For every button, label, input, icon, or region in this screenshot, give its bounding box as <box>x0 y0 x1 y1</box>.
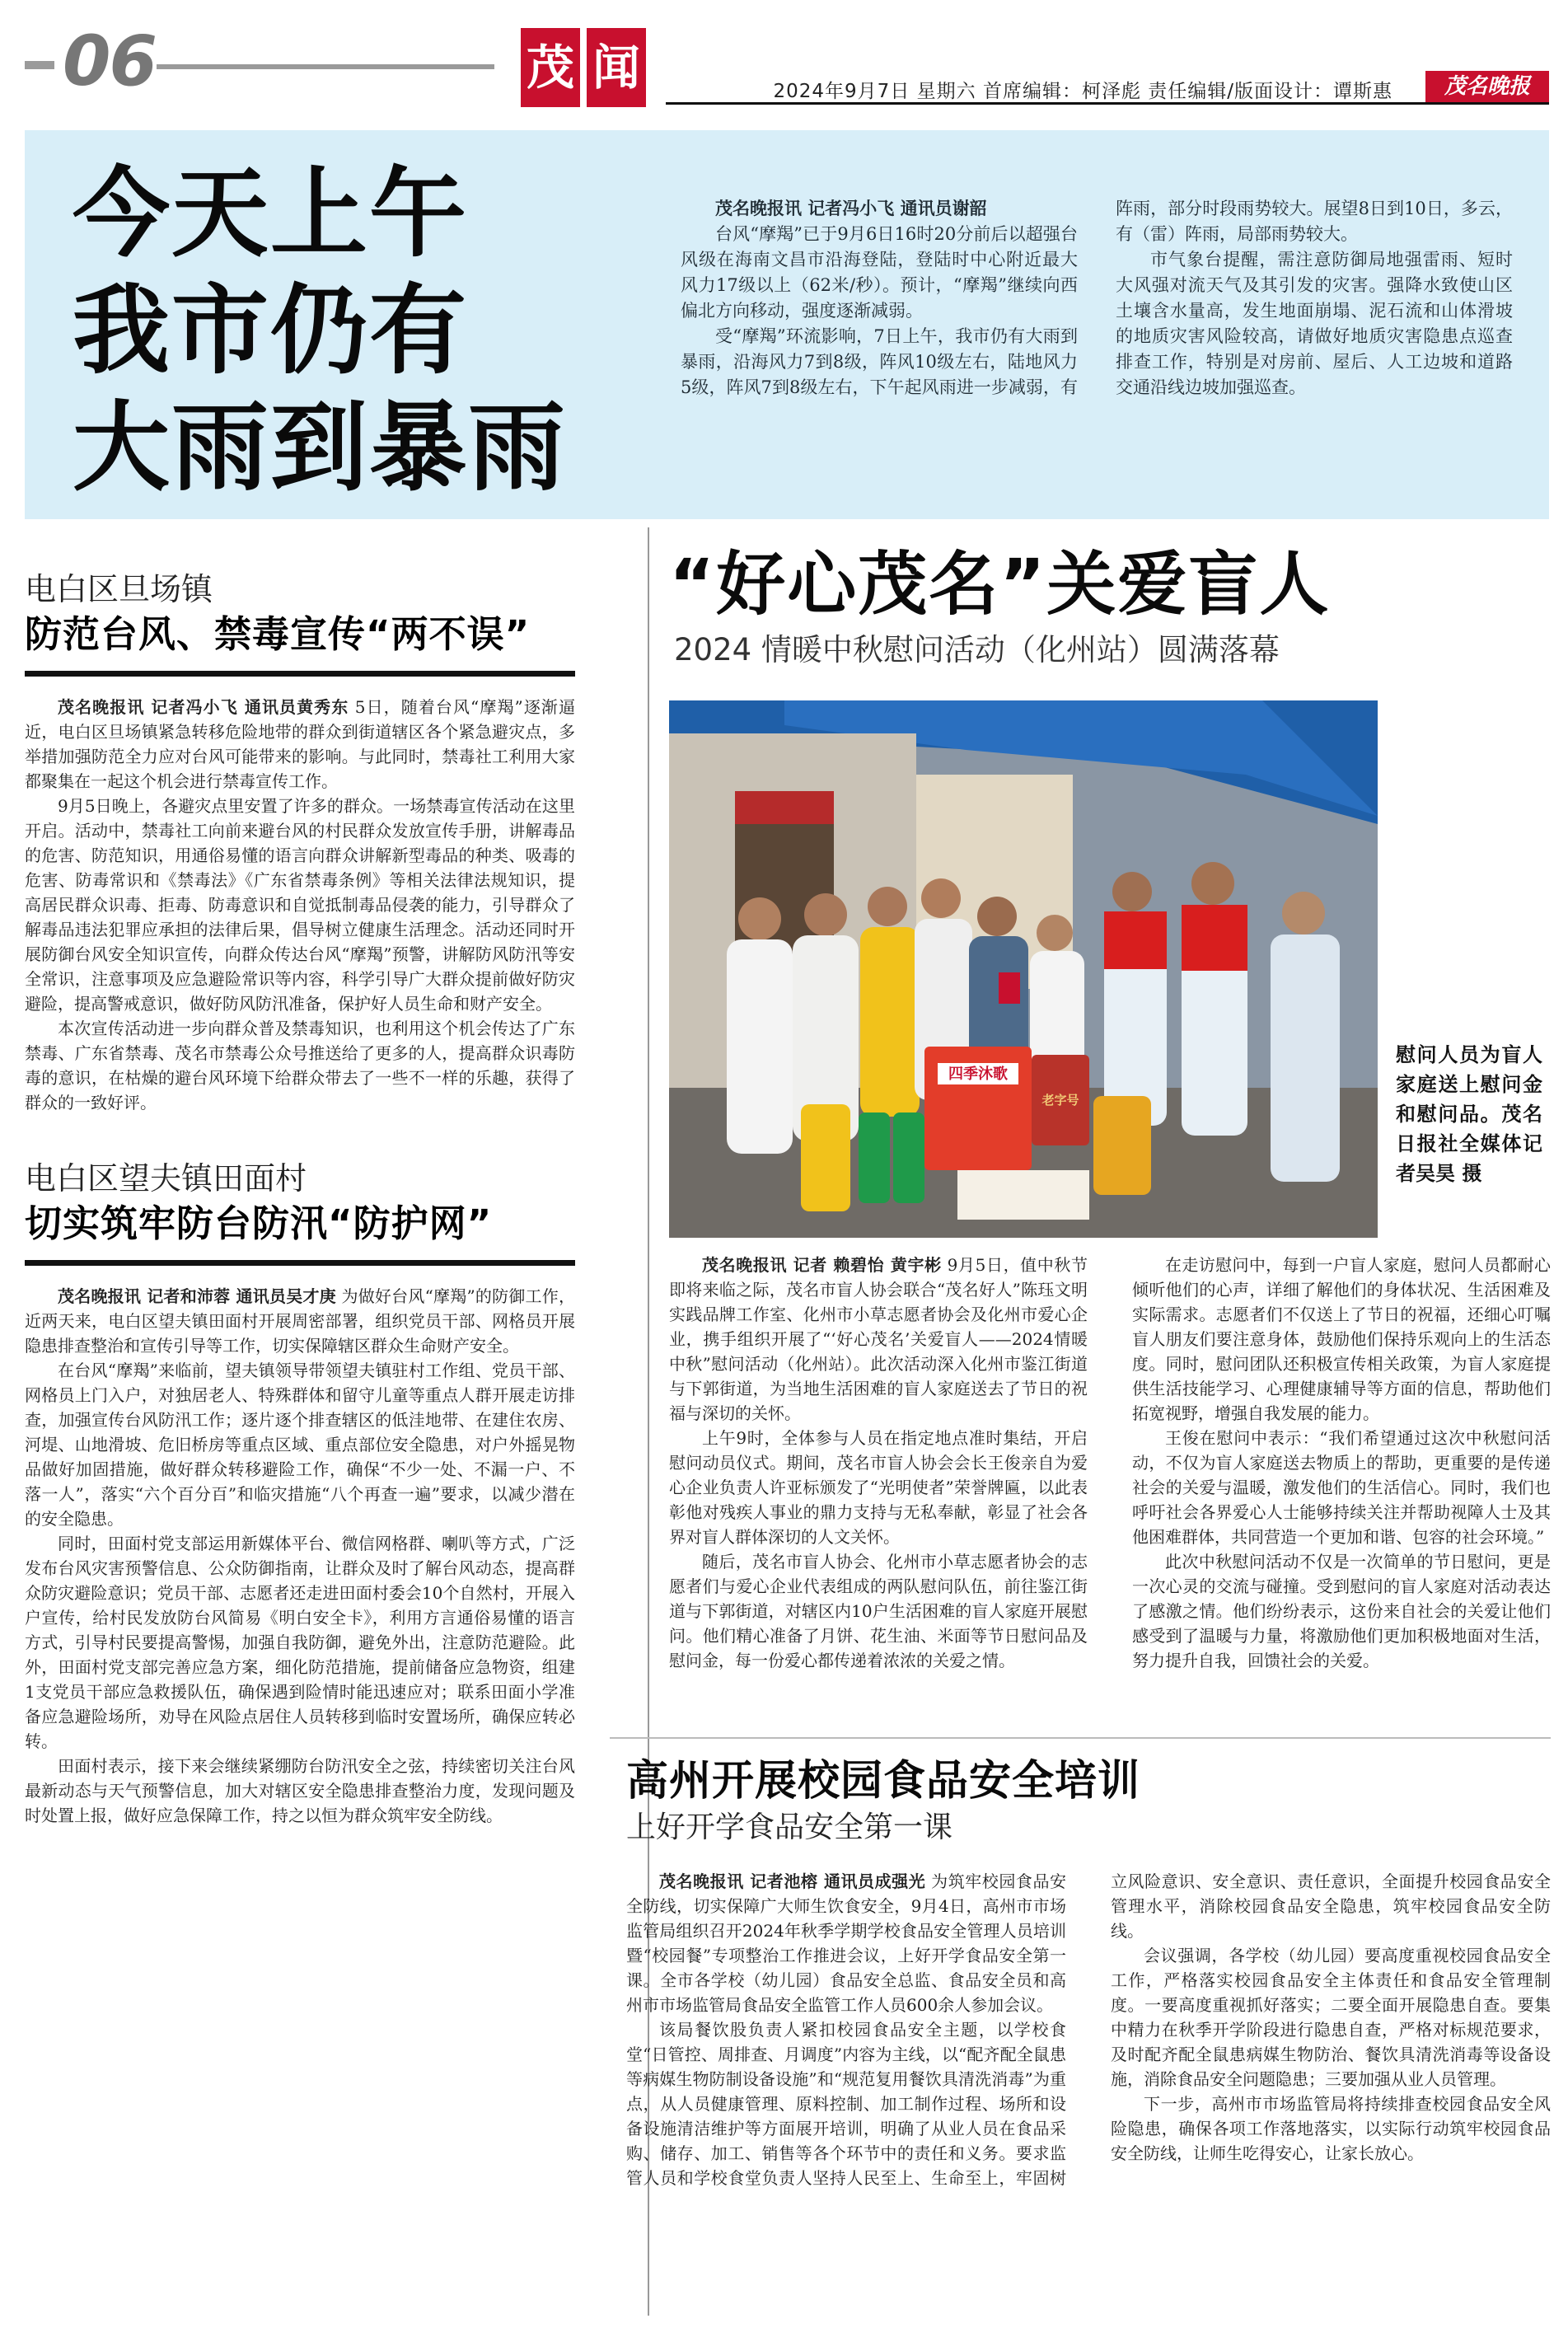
section-char-2: 闻 <box>587 28 646 107</box>
story3-paragraph <box>626 1869 1066 2017</box>
feature-lead-text: 9月5日，值中秋节即将来临之际，茂名市盲人协会联合“茂名好人”陈珏文明实践品牌工作室、化州市小草志愿者协会及化州市爱心企业，携手组织开展了“‘好心茂名’关爱盲人——2024情暖中秋”慰问活动（化州站）。此次活动深入化州市鉴江街道与下郭街道，为当地生活困难的盲人家庭送去了节日的祝福与深切的关怀。 <box>669 1255 1088 1423</box>
story2-paragraph: 同时，田面村党支部运用新媒体平台、微信网格群、喇叭等方式，广泛发布台风灾害预警信息、公众防御指南，让群众及时了解台风动态，提高群众防灾避险意识；党员干部、志愿者还走进田面村委会10个自然村，开展入户宣传，给村民发放防台风简易《明白安全卡》，利用方言通俗易懂的语言方式，引导村民要提高警惕，加强自我防御，避免外出，注意防范避险。此外，田面村党支部完善应急方案，细化防范措施，提前储备应急物资，组建1支党员干部应急救援队伍，确保遇到险情时能迅速应对；联系田面小学准备应急避险场所，劝导在风险点居住人员转移到临时安置场所，确保应转必转。 <box>25 1534 575 1751</box>
story2-lead-text: 为做好台风“摩羯”的防御工作，近两天来，电白区望夫镇田面村开展周密部署，组织党员干部、网格员开展隐患排查整治和宣传引导等工作，切实保障辖区群众生命财产安全。 <box>25 1286 575 1356</box>
header-rule-right <box>157 64 494 69</box>
story3-lead-text: 为筑牢校园食品安全防线，切实保障广大师生饮食安全，9月4日，高州市市场监管局组织召开2024年秋季学期学校食品安全管理人员培训暨“校园餐”专项整治工作推进会议，上好开学食品安全第一课。全市各学校（幼儿园）食品安全总监、食品安全员和高州市市场监管局食品安全监管工作人员600余人参加会议。 <box>626 1871 1066 2015</box>
page-number: 06 <box>63 21 156 101</box>
story2-headline: 切实筑牢防台防汛“防护网” <box>25 1201 493 1245</box>
story1-paragraph: 本次宣传活动进一步向群众普及禁毒知识，也利用这个机会传达了广东禁毒、广东省禁毒、茂名市禁毒公众号推送给了更多的人，提高群众识毒防毒的意识，在枯燥的避台风环境下给群众带去了一些不一样的乐趣，获得了群众的一致好评。 <box>25 1019 575 1112</box>
feature-subtitle: 2024 情暖中秋慰问活动（化州站）圆满落幕 <box>674 632 1280 667</box>
lead-byline: 茂名晚报讯 记者冯小飞 通讯员谢韶 <box>715 199 987 218</box>
section-name <box>521 28 648 107</box>
story3-divider <box>610 1737 1551 1739</box>
feature-paragraph <box>669 1253 1088 1426</box>
feature-paragraph: 此次中秋慰问活动不仅是一次简单的节日慰问，更是一次心灵的交流与碰撞。受到慰问的盲人家庭对活动表达了感激之情。他们纷纷表示，这份来自社会的关爱让他们感受到了温暖与力量，将激励他们更加积极地面对生活，努力提升自我，回馈社会的关爱。 <box>1132 1552 1551 1670</box>
lead-headline-line-1: 今天上午 <box>73 157 469 270</box>
story2-kicker: 电白区望夫镇田面村 <box>25 1160 307 1197</box>
story2-paragraph: 田面村表示，接下来会继续紧绷防台防汛安全之弦，持续密切关注台风最新动态与天气预警信息，加大对辖区安全隐患排查整治力度，发现问题及时处置上报，做好应急保障工作，持之以恒为群众筑牢安全防线。 <box>25 1756 575 1825</box>
story3-byline: 茂名晚报讯 记者池榕 通讯员成强光 <box>659 1871 926 1891</box>
feature-headline: “好心茂名”关爱盲人 <box>669 544 1331 625</box>
left-column <box>25 527 575 1828</box>
story2-paragraph <box>25 1284 575 1358</box>
story3-paragraph: 该局餐饮股负责人紧扣校园食品安全主题，以学校食堂“日管控、周排查、月调度”内容为主线，以“配齐配全鼠患等病媒生物防制设备设施”和“规范复用餐饮具清洗消毒”为重点，从人员健康管理、原料控制、加工制作过程、场所和设备设施清洁维护等方面展开培训，明确了从业人员在食品采购、储存、加工、销售等各个环节中的责任和义务。要求监管人员和学校食堂负责人坚持人民至上、生命至上，牢固树立风险意识、安全意识、责任意识，全面提升校园食品安全管理水平，消除校园食品安全隐患，筑牢校园食品安全防线。 <box>626 1871 1551 2188</box>
story2-byline: 茂名晚报讯 记者和沛蓉 通讯员吴才庚 <box>58 1286 336 1306</box>
lead-headline <box>73 155 666 506</box>
masthead-rule <box>666 102 1549 105</box>
feature-photo <box>669 700 1378 1238</box>
section-char-1: 茂 <box>521 28 580 107</box>
story2-body <box>25 1284 575 1828</box>
story1-lead-text: 5日，随着台风“摩羯”逐渐逼近，电白区旦场镇紧急转移危险地带的群众到街道辖区各个紧急避灾点，多举措加强防范全力应对台风可能带来的影响。与此同时，禁毒社工利用大家都聚集在一起这个机会进行禁毒宣传工作。 <box>25 697 575 791</box>
story1-byline: 茂名晚报讯 记者冯小飞 通讯员黄秀东 <box>58 697 349 717</box>
story2-rule <box>25 1260 575 1266</box>
feature-body <box>669 1253 1551 1731</box>
story3-headline: 高州开展校园食品安全培训 <box>626 1757 1141 1806</box>
story1-paragraph: 9月5日晚上，各避灾点里安置了许多的群众。一场禁毒宣传活动在这里开启。活动中，禁毒社工向前来避台风的村民群众发放宣传手册，讲解毒品的危害、防范知识，用通俗易懂的语言向群众讲解新型毒品的种类、吸毒的危害、防毒常识和《禁毒法》《广东省禁毒条例》等相关法律法规知识，提高居民群众识毒、拒毒、防毒意识和自觉抵制毒品侵袭的能力，引导群众了解毒品违法犯罪应承担的法律后果，倡导树立健康生活理念。活动还同时开展防御台风安全知识宣传，向群众传达台风“摩羯”预警，讲解防风防汛等安全常识，注意事项及应急避险常识等内容，科学引导广大群众提前做好防灾避险，提高警戒意识，做好防风防汛准备，保护好人员生命和财产安全。 <box>25 796 575 1014</box>
story3-paragraph: 会议强调，各学校（幼儿园）要高度重视校园食品安全工作，严格落实校园食品安全主体责任和食品安全管理制度。一要高度重视抓好落实；二要全面开展隐患自查。要集中精力在秋季开学阶段进行隐患自查，严格对标规范要求，及时配齐配全鼠患病媒生物防治、餐饮具清洗消毒等设备设施，消除食品安全问题隐患；三要加强从业人员管理。 <box>1111 1946 1551 2089</box>
photo-caption: 慰问人员为盲人家庭送上慰问金和慰问品。茂名日报社全媒体记者吴昊 摄 <box>1396 1043 1542 1185</box>
feature-paragraph: 随后，茂名市盲人协会、化州市小草志愿者协会的志愿者们与爱心企业代表组成的两队慰问队伍，前往鉴江街道与下郭街道，对辖区内10户生活困难的盲人家庭开展慰问。他们精心准备了月饼、花生油、米面等节日慰问品及慰问金，每一份爱心都传递着浓浓的关爱之情。 <box>669 1552 1088 1670</box>
lead-story <box>25 130 1549 519</box>
feature-title-block <box>669 544 1551 671</box>
paper-logo: 茂名晚报 <box>1425 71 1549 102</box>
photo-bag-text: 四季沐歌 <box>948 1066 1008 1083</box>
lead-byline-paragraph <box>681 196 1078 222</box>
story2-paragraph: 在台风“摩羯”来临前，望夫镇领导带领望夫镇驻村工作组、党员干部、网格员上门入户，对独居老人、特殊群体和留守儿童等重点人群开展走访排查，加强宣传台风防汛工作；逐片逐个排查辖区的低洼地带、在建住农房、河堤、山地滑坡、危旧桥房等重点区域、重点部位安全隐患，对户外摇晃物品做好加固措施，做好群众转移避险工作，确保“不少一处、不漏一户、不落一人”，落实“六个百分百”和临灾措施“八个再查一遍”要求，以减少潜在的安全隐患。 <box>25 1361 575 1529</box>
story3-paragraph: 下一步，高州市市场监管局将持续排查校园食品安全风险隐患，确保各项工作落地落实，以实际行动筑牢校园食品安全防线，让师生吃得安心，让家长放心。 <box>1111 2094 1551 2163</box>
story3-body <box>626 1869 1551 2314</box>
lead-paragraph: 受“摩羯”环流影响，7日上午，我市仍有大雨到暴雨，沿海风力7到8级，阵风10级左右，陆地风力5级，阵风7到8级左右，下午起风雨进一步减弱，有阵雨，部分时段雨势较大。展望8日到10日，多云，有（雷）阵雨，局部雨势较大。 <box>681 199 1513 397</box>
story2 <box>25 1158 575 1828</box>
page-number-block <box>18 23 496 105</box>
masthead-line <box>666 74 1549 104</box>
story1-headline: 防范台风、禁毒宣传“两不误” <box>25 612 531 656</box>
feature-paragraph: 上午9时，全体参与人员在指定地点准时集结，开启慰问动员仪式。期间，茂名市盲人协会会长王俊亲自为爱心企业负责人许亚标颁发了“光明使者”荣誉牌匾，以此表彰他对残疾人事业的鼎力支持与无私奉献，彰显了社会各界对盲人群体深切的人文关怀。 <box>669 1428 1088 1547</box>
story1-kicker: 电白区旦场镇 <box>25 571 213 607</box>
photo-box-text: 老字号 <box>1041 1093 1079 1108</box>
lead-paragraph: 市气象台提醒，需注意防御局地强雷雨、短时大风强对流天气及其引发的灾害。强降水致使山区土壤含水量高，发生地面崩塌、泥石流和山体滑坡的地质灾害风险较高，请做好地质灾害隐患点巡查排查工作，特别是对房前、屋后、人工边坡和道路交通沿线边坡加强巡查。 <box>1116 250 1513 397</box>
lead-paragraph: 台风“摩羯”已于9月6日16时20分前后以超强台风级在海南文昌市沿海登陆，登陆时中心附近最大风力17级以上（62米/秒）。预计，“摩羯”继续向西偏北方向移动，强度逐渐减弱。 <box>681 224 1078 321</box>
feature-paragraph: 王俊在慰问中表示：“我们希望通过这次中秋慰问活动，不仅为盲人家庭送去物质上的帮助，更重要的是传递社会的关爱与温暖，激发他们的生活信心。同时，我们也呼吁社会各界爱心人士能够持续关注并帮助视障人士及其他困难群体，共同营造一个更加和谐、包容的社会环境。” <box>1132 1428 1551 1547</box>
story3-title-block <box>626 1755 1551 1848</box>
story3-subtitle: 上好开学食品安全第一课 <box>626 1810 953 1844</box>
story1-body <box>25 695 575 1115</box>
photo-illustration <box>669 700 1378 1238</box>
lead-body <box>681 196 1513 509</box>
lead-headline-line-2: 我市仍有 <box>73 274 469 387</box>
story1-rule <box>25 671 575 677</box>
dateline: 2024年9月7日 星期六 首席编辑：柯泽彪 责任编辑/版面设计：谭斯惠 <box>773 81 1392 102</box>
header-rule-left <box>25 61 54 69</box>
lead-headline-line-3: 大雨到暴雨 <box>73 391 568 504</box>
story1 <box>25 569 575 1115</box>
story1-paragraph <box>25 695 575 794</box>
feature-byline: 茂名晚报讯 记者 赖碧怡 黄宇彬 <box>702 1255 942 1275</box>
feature-paragraph: 在走访慰问中，每到一户盲人家庭，慰问人员都耐心倾听他们的心声，详细了解他们的身体状况、生活困难及实际需求。志愿者们不仅送上了节日的祝福，还细心叮嘱盲人朋友们要注意身体，鼓励他们保持乐观向上的生活态度。同时，慰问团队还积极宣传相关政策，为盲人家庭提供生活技能学习、心理健康辅导等方面的信息，帮助他们拓宽视野，增强自我发展的能力。 <box>1132 1255 1551 1423</box>
